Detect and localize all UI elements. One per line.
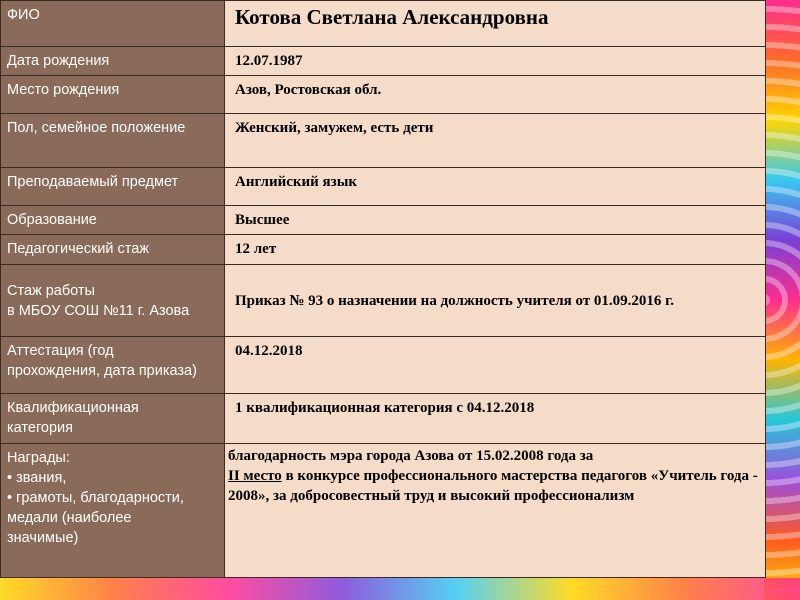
awards-text-part1: благодарность мэра города Азова от 15.02.2008 года за [228, 448, 594, 464]
row-value: Котова Светлана Александровна [225, 1, 766, 47]
table-row [1, 444, 766, 578]
row-label [1, 265, 225, 337]
row-value: 04.12.2018 [225, 337, 766, 394]
row-label: Педагогический стаж [1, 235, 225, 265]
row-value: Приказ № 93 о назначении на должность учителя от 01.09.2016 г. [225, 265, 766, 337]
label-line: Награды: [7, 450, 70, 466]
table-row [1, 1, 766, 47]
row-label: Образование [1, 206, 225, 235]
label-line: значимые) [7, 530, 79, 546]
table-row [1, 265, 766, 337]
label-line: • грамоты, благодарности, [7, 490, 184, 506]
awards-underlined-place: II место [228, 468, 282, 484]
label-line: Стаж работы [7, 282, 95, 299]
row-value: 12.07.1987 [225, 47, 766, 76]
label-line: Аттестация (год [7, 343, 114, 359]
table-row [1, 168, 766, 206]
table-row [1, 47, 766, 76]
row-label: Преподаваемый предмет [1, 168, 225, 206]
label-line: Квалификационная [7, 400, 139, 416]
awards-label [1, 444, 225, 578]
row-value: 1 квалификационная категория с 04.12.2018 [225, 394, 766, 444]
decorative-bottom-strip [0, 578, 800, 600]
awards-value [225, 444, 766, 578]
label-line: категория [7, 420, 74, 436]
table-row [1, 337, 766, 394]
table-row [1, 235, 766, 265]
table-row [1, 394, 766, 444]
row-label: ФИО [1, 1, 225, 47]
row-value: Высшее [225, 206, 766, 235]
label-line: • звания, [7, 470, 67, 486]
table-row [1, 114, 766, 168]
row-value: Английский язык [225, 168, 766, 206]
row-label: Место рождения [1, 76, 225, 114]
table-row [1, 76, 766, 114]
table-row [1, 206, 766, 235]
row-label [1, 337, 225, 394]
row-label [1, 394, 225, 444]
label-line: медали (наиболее [7, 510, 132, 526]
row-label: Дата рождения [1, 47, 225, 76]
awards-text-part2: в конкурсе профессионального мастерства педагогов «Учитель года - 2008», за добросовестный труд и высокий профессионализм [228, 468, 758, 504]
row-value: 12 лет [225, 235, 766, 265]
row-value: Женский, замужем, есть дети [225, 114, 766, 168]
label-line: прохождения, дата приказа) [7, 363, 197, 379]
label-line: в МБОУ СОШ №11 г. Азова [7, 302, 190, 319]
decorative-rainbow-border [764, 0, 800, 600]
row-value: Азов, Ростовская обл. [225, 76, 766, 114]
row-label: Пол, семейное положение [1, 114, 225, 168]
